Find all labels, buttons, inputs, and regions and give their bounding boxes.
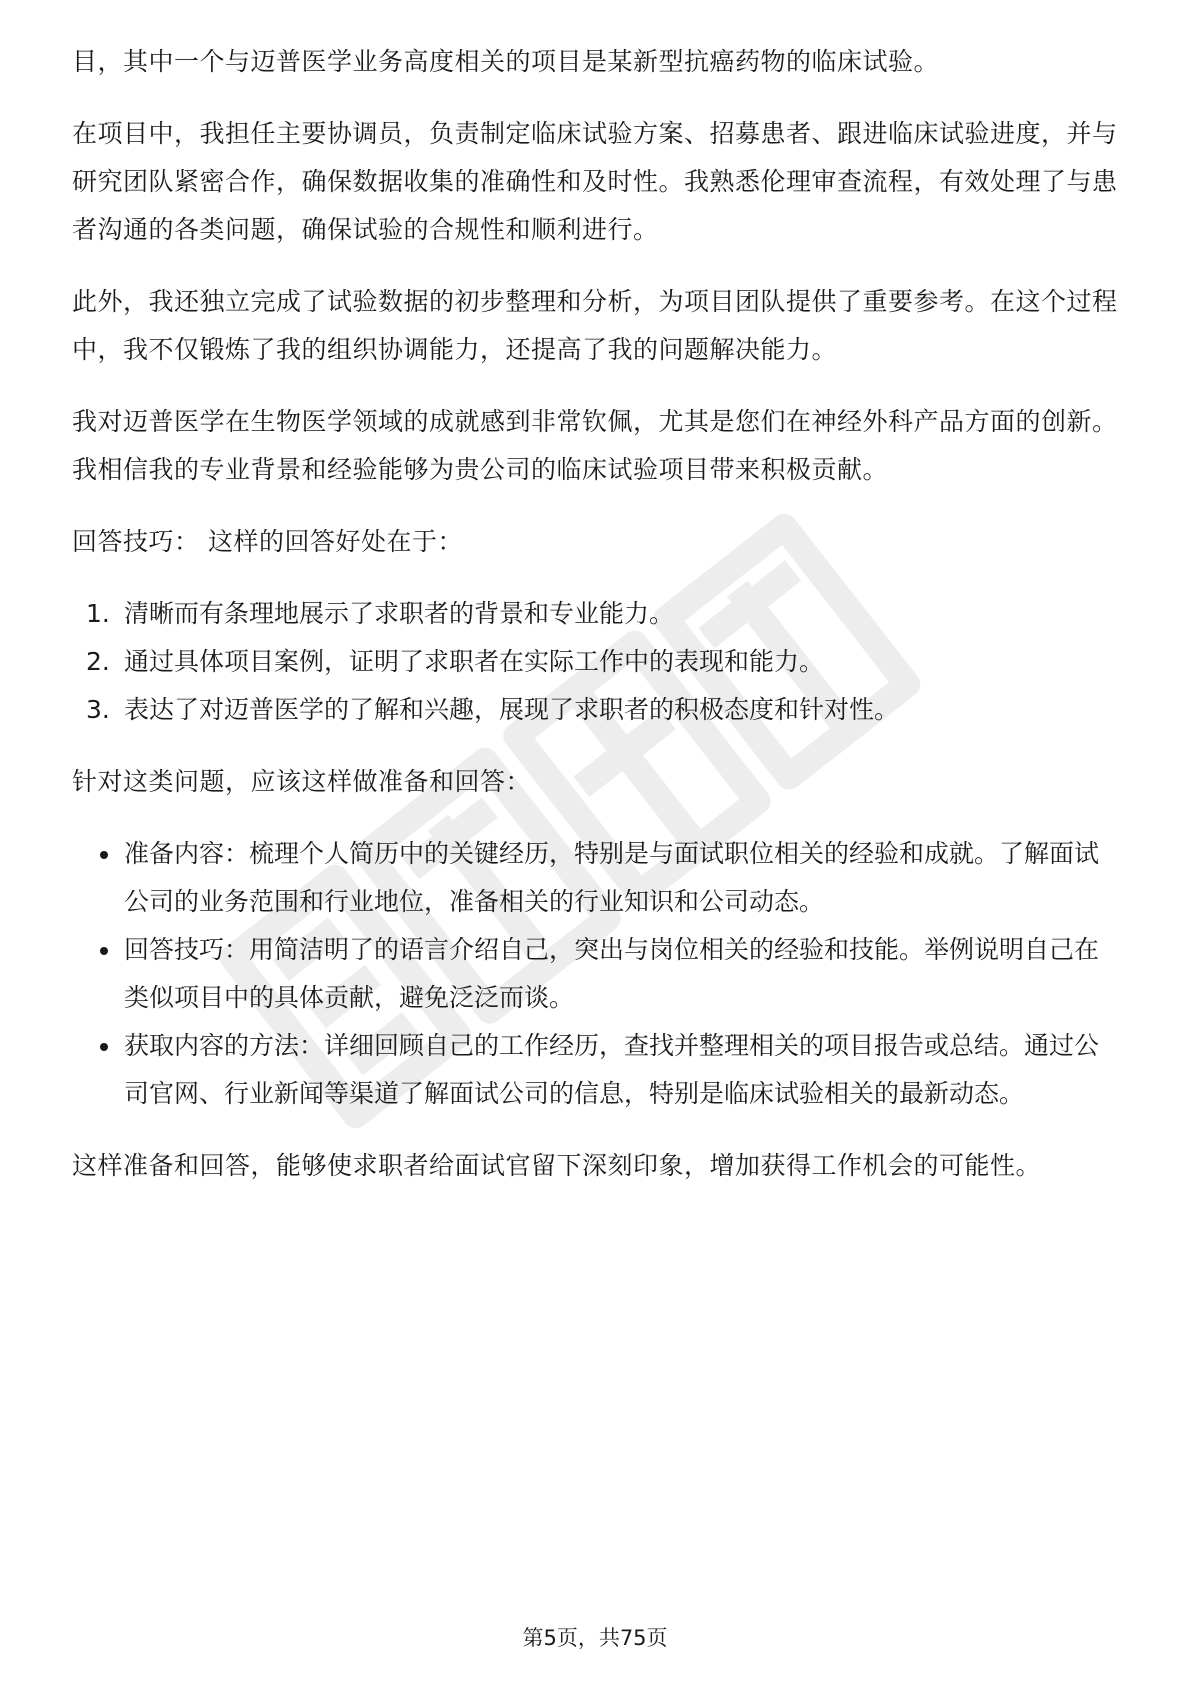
- list-item-text: 回答技巧：用简洁明了的语言介绍自己，突出与岗位相关的经验和技能。举例说明自己在类似项目中的具体贡献，避免泛泛而谈。: [124, 935, 1100, 1012]
- tips-heading: 回答技巧： 这样的回答好处在于：: [72, 527, 463, 556]
- paragraph-role: 在项目中，我担任主要协调员，负责制定临床试验方案、招募患者、跟进临床试验进度，并与研究团队紧密合作，确保数据收集的准确性和及时性。我熟悉伦理审查流程，有效处理了与患者沟通的各类问题，确保试验的合规性和顺利进行。: [72, 119, 1118, 244]
- list-number: 2.: [86, 647, 110, 676]
- tips-list: [72, 590, 1122, 734]
- closing-paragraph: 这样准备和回答，能够使求职者给面试官留下深刻印象，增加获得工作机会的可能性。: [72, 1151, 1042, 1180]
- list-number: 1.: [86, 599, 110, 628]
- list-item-text: 获取内容的方法：详细回顾自己的工作经历，查找并整理相关的项目报告或总结。通过公司官网、行业新闻等渠道了解面试公司的信息，特别是临床试验相关的最新动态。: [124, 1031, 1100, 1108]
- paragraph-analysis: 此外，我还独立完成了试验数据的初步整理和分析，为项目团队提供了重要参考。在这个过程中，我不仅锻炼了我的组织协调能力，还提高了我的问题解决能力。: [72, 287, 1118, 364]
- list-item: [72, 830, 1122, 926]
- bullet-dot-icon: [100, 851, 108, 859]
- list-item: [72, 926, 1122, 1022]
- list-item: [72, 590, 1122, 638]
- prep-list: [72, 830, 1122, 1118]
- list-item: [72, 638, 1122, 686]
- list-item: [72, 686, 1122, 734]
- list-number: 3.: [86, 695, 110, 724]
- list-item: [72, 1022, 1122, 1118]
- document-body: [72, 38, 1122, 1214]
- paragraph-project-intro: 目，其中一个与迈普医学业务高度相关的项目是某新型抗癌药物的临床试验。: [72, 47, 940, 76]
- paragraph-admiration: 我对迈普医学在生物医学领域的成就感到非常钦佩，尤其是您们在神经外科产品方面的创新。我相信我的专业背景和经验能够为贵公司的临床试验项目带来积极贡献。: [72, 407, 1118, 484]
- bullet-dot-icon: [100, 1043, 108, 1051]
- page-number: 第5页，共75页: [522, 1626, 668, 1650]
- list-item-text: 清晰而有条理地展示了求职者的背景和专业能力。: [124, 599, 675, 628]
- list-item-text: 准备内容：梳理个人简历中的关键经历，特别是与面试职位相关的经验和成就。了解面试公司的业务范围和行业地位，准备相关的行业知识和公司动态。: [124, 839, 1100, 916]
- prep-heading: 针对这类问题，应该这样做准备和回答：: [72, 767, 532, 796]
- bullet-dot-icon: [100, 947, 108, 955]
- list-item-text: 通过具体项目案例，证明了求职者在实际工作中的表现和能力。: [124, 647, 825, 676]
- list-item-text: 表达了对迈普医学的了解和兴趣，展现了求职者的积极态度和针对性。: [124, 695, 900, 724]
